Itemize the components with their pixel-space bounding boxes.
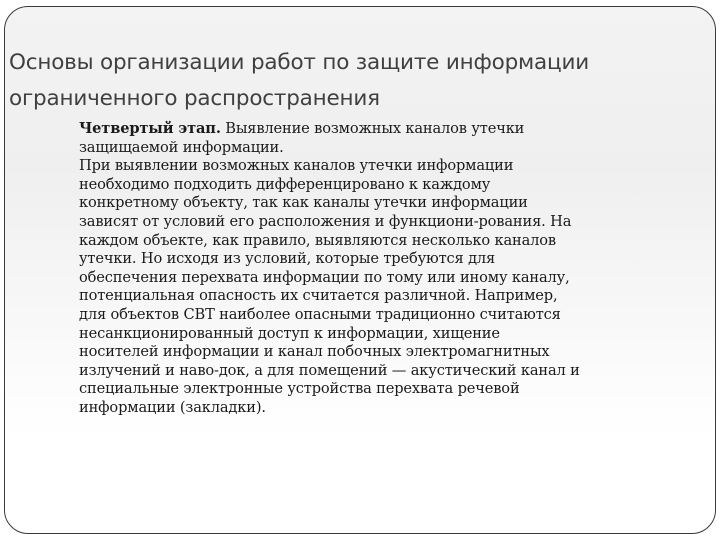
title-line-1: Основы организации работ по защите информации [9,50,590,75]
body-line: носителей информации и канал побочных электромагнитных [79,343,550,361]
slide-title [9,45,709,117]
title-line-2: ограниченного распространения [9,86,380,111]
body-line: излучений и наво-док, а для помещений — акустический канал и [79,361,580,379]
body-line: необходимо подходить дифференцировано к каждому [79,175,491,193]
slide-frame [4,6,716,534]
stage-heading [79,120,699,139]
body-line: потенциальная опасность их считается различной. Например, [79,287,558,305]
body-line: конкретному объекту, так как каналы утечки информации [79,194,528,212]
body-line: информации (закладки). [79,398,266,416]
body-line: для объектов СВТ наиболее опасными традиционно считаются [79,305,561,323]
body-line: защищаемой информации. [79,138,284,156]
slide-body [79,120,699,418]
stage-label: Четвертый этап. [79,120,221,137]
stage-heading-text: Выявление возможных каналов утечки [220,120,525,137]
body-line: утечки. Но исходя из условий, которые требуются для [79,250,496,268]
body-line: обеспечения перехвата информации по тому или иному каналу, [79,268,570,286]
body-line: При выявлении возможных каналов утечки информации [79,157,514,175]
body-line: специальные электронные устройства перехвата речевой [79,380,520,398]
body-line: несанкционированный доступ к информации, хищение [79,324,500,342]
body-line: каждом объекте, как правило, выявляются несколько каналов [79,231,556,249]
body-line: зависят от условий его расположения и функциони-рования. На [79,212,572,230]
